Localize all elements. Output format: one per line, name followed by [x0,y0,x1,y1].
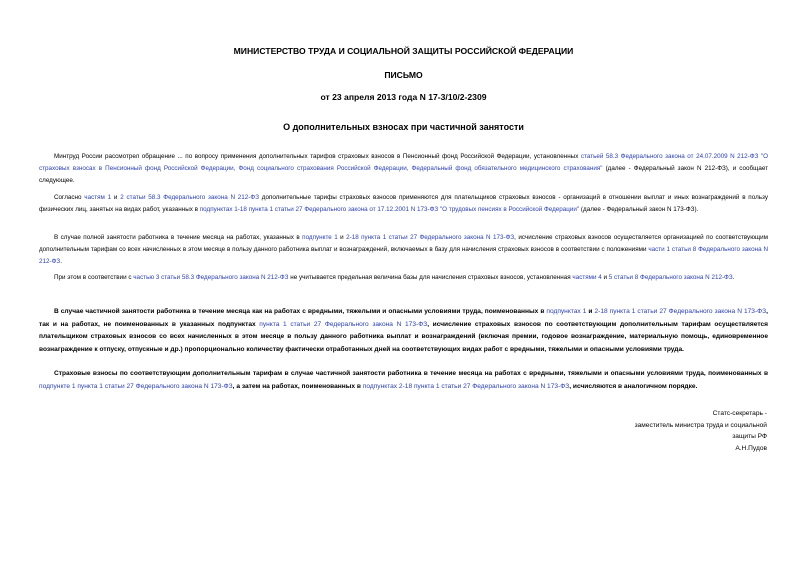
law-link[interactable]: статьей 58.3 Федерального закона от 24.07.2009 N 212-ФЗ "О страховых взносах в Пенсионный фонд Российской Федерации, Фонд социального страхования Российской Федерации, Федеральный фонд обязательного медицинского страхования" [39,153,768,172]
paragraph-text: , исчисление страховых взносов осуществляется организацией по соответствующим дополнительным тарифам со всех начисленных в этом месяце в пользу данного работника выплат и вознаграждений, включаемых в базу для начисления страховых взносов в соответствии с положениями [39,234,768,253]
law-link[interactable]: пункта 1 статьи 27 Федерального закона N 173-ФЗ [259,320,428,328]
paragraph-text: , так и на работах, не поименованных в указанных подпунктах [39,308,769,328]
paragraph-text: и [111,194,121,201]
law-link[interactable]: частями 4 [572,274,602,281]
signatory-title-1: Статс-секретарь - [712,410,767,417]
document-date-number: от 23 апреля 2013 года N 17-3/10/2-2309 [320,92,487,102]
paragraph-text: и [601,274,609,281]
signatory-title-2: заместитель министра труда и социальной [634,421,767,429]
law-link[interactable]: частью 3 статьи 58.3 Федерального закона N 212-ФЗ [133,274,289,281]
paragraph-text: , исчисляются в аналогичном порядке. [569,382,698,390]
paragraph-text: Страховые взносы по соответствующим дополнительным тарифам в случае частичной занятости работника в течение месяца на работах с вредными, тяжелыми и опасными условиями труда, поименованных в [54,370,768,377]
law-link[interactable]: подпунктах 1-18 пункта 1 статьи 27 Федерального закона от 17.12.2001 N 173-ФЗ "О трудовых пенсиях в Российской Федерации" [199,205,580,213]
paragraph-text: В случае полной занятости работника в течение месяца на работах, указанных в [54,234,303,241]
paragraph-text: Минтруд России рассмотрел обращение ... по вопросу применения дополнительных тарифов страховых взносов в Пенсионный фонд Российской Федерации, установленных [54,153,581,160]
law-link[interactable]: подпунктах 2-18 пункта 1 статьи 27 Федерального закона N 173-ФЗ [362,382,570,390]
law-link[interactable]: подпункте 1 [302,234,338,241]
paragraph-text: При этом в соответствии с [54,274,134,281]
document-type: ПИСЬМО [384,70,423,80]
paragraph-2 [39,192,768,216]
law-link[interactable]: 5 статьи 8 Федерального закона N 212-ФЗ [608,274,733,281]
paragraph-text: Согласно [54,194,85,201]
document-subject: О дополнительных взносах при частичной занятости [283,122,524,132]
ministry-heading: МИНИСТЕРСТВО ТРУДА И СОЦИАЛЬНОЙ ЗАЩИТЫ РОССИЙСКОЙ ФЕДЕРАЦИИ [233,46,574,56]
paragraph-4 [39,272,768,284]
signatory-title-3: защиты РФ [732,433,767,440]
paragraph-6 [39,368,768,393]
paragraph-5 [39,306,768,356]
paragraph-text: . [60,257,62,265]
law-link[interactable]: части 1 статьи 8 Федерального закона N 212-ФЗ [39,245,768,265]
paragraph-3 [39,232,768,267]
law-link[interactable]: подпункте 1 пункта 1 статьи 27 Федерального закона N 173-ФЗ [39,382,233,390]
paragraph-1 [39,151,768,186]
law-link[interactable]: 2 статьи 58.3 Федерального закона N 212-ФЗ [120,194,259,201]
paragraph-text: не учитывается предельная величина базы для начисления страховых взносов, установленная [288,274,573,281]
law-link[interactable]: частям 1 [84,194,112,201]
paragraph-text: (далее - Федеральный закон N 212-ФЗ), и сообщает следующее. [39,164,769,184]
paragraph-text: и [586,308,595,315]
law-link[interactable]: 2-18 пункта 1 статьи 27 Федерального закона N 173-ФЗ [594,308,767,315]
signature-block [622,408,767,454]
paragraph-text: и [337,234,347,241]
paragraph-text: дополнительные тарифы страховых взносов применяются для плательщиков страховых взносов - организаций в отношении выплат и иных вознаграждений в пользу физических лиц, занятых на видах работ, указанных в [39,194,769,213]
paragraph-text: . [732,274,735,281]
signatory-name: А.Н.Пудов [735,444,767,452]
paragraph-text: (далее - Федеральный закон N 173-ФЗ). [579,205,699,213]
paragraph-text: , а затем на работах, поименованных в [232,382,363,390]
law-link[interactable]: 2-18 пункта 1 статьи 27 Федерального закона N 173-ФЗ [346,234,515,241]
paragraph-text: , исчисление страховых взносов по соответствующим дополнительным тарифам осуществляется плательщиком страховых взносов со всех начисленных в этом месяце в пользу данного работника выплат и вознаграждений (включая премии, годовое вознаграждение, материальную помощь, единовременное вознаграждение к отпуску, отпускные и др.) пропорционально количеству фактически отработанных дней на соответствующих видах работ с вредными, тяжелыми и опасными условиями труда. [39,320,768,353]
law-link[interactable]: подпунктах 1 [546,308,587,315]
paragraph-text: В случае частичной занятости работника в течение месяца как на работах с вредными, тяжелыми и опасными условиями труда, поименованных в [54,308,547,315]
